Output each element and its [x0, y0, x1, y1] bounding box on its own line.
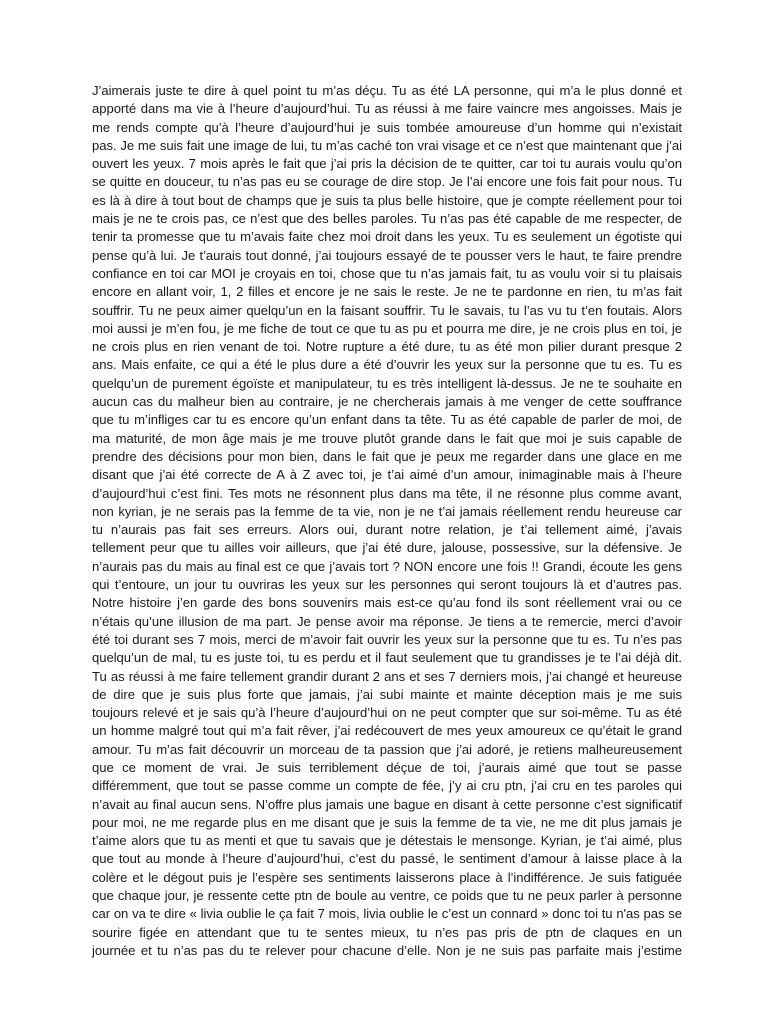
- text-line: d’aujourd’hui c’est fini. Tes mots ne résonnent plus dans ma tête, il ne résonne plus comme avant,: [92, 485, 682, 501]
- text-line: souffrir. Tu ne peux aimer quelqu’un en la faisant souffrir. Tu le savais, tu l’as vu tu t’en foutais. Alors: [92, 302, 682, 318]
- text-line: disant que j’ai été correcte de A à Z avec toi, je t’ai aimé d’un amour, inimaginable mais à l’heure: [92, 467, 682, 483]
- text-line: n’aurais pas du mais au final est ce que j’avais tort ? NON encore une fois !! Grandi, écoute les gens: [92, 558, 682, 574]
- text-line: amour. Tu m’as fait découvrir un morceau de ta passion que j’ai adoré, je retiens malheureusement: [92, 741, 682, 757]
- text-line: non kyrian, je ne serais pas la femme de ta vie, non je ne t’ai jamais réellement rendu heureuse car: [92, 503, 682, 519]
- text-line: que tu m’infliges car tu es encore qu’un enfant dans ta tête. Tu as été capable de parler de moi, de: [92, 412, 682, 428]
- text-line: apporté dans ma vie à l’heure d’aujourd’hui. Tu as réussi à me faire vaincre mes angoisses. Mais je: [92, 101, 682, 117]
- text-line: que ce moment de vrai. Je suis terriblement déçue de toi, j’aurais aimé que tout se passe: [92, 759, 682, 775]
- text-line: me rends compte qu’à l’heure d’aujourd’hui je suis tombée amoureuse d’un homme qui n’existait: [92, 119, 682, 135]
- text-line: journée et tu n’as pas du te relever pour chacune d’elle. Non je ne suis pas parfaite mais j’estime: [92, 942, 682, 958]
- text-line: qui t’entoure, un jour tu ouvriras les yeux sur les personnes qui seront toujours là et d’autres pas.: [92, 577, 682, 593]
- text-line: tenir ta promesse que tu m’avais faite chez moi droit dans les yeux. Tu es seulement un égotiste qui: [92, 229, 682, 245]
- text-line: tellement peur que tu ailles voir ailleurs, que j’ai été dure, jalouse, possessive, sur la défensive. Je: [92, 540, 682, 556]
- text-line: différemment, que tout se passe comme un compte de fée, j’y ai cru ptn, j’ai cru en tes paroles qui: [92, 778, 682, 794]
- text-line: es là à dire à tout bout de champs que je suis ta plus belle histoire, que je compte réellement pour toi: [92, 192, 682, 208]
- text-line: car on va te dire « livia oublie le ça fait 7 mois, livia oublie le c’est un connard » donc toi tu n'as pas se: [92, 906, 682, 922]
- text-line: de dire que je suis plus forte que jamais, j’ai subi mainte et mainte déception mais je me suis: [92, 686, 682, 702]
- text-line: quelqu’un de mal, tu es juste toi, tu es perdu et il faut seulement que tu grandisses je te l’ai déjà dit.: [92, 650, 682, 666]
- text-line: ouvert les yeux. 7 mois après le fait que j’ai pris la décision de te quitter, car toi tu aurais voulu qu’on: [92, 156, 682, 172]
- text-line: moi aussi je m’en fou, je me fiche de tout ce que tu as pu et pourra me dire, je ne crois plus en toi, je: [92, 320, 682, 336]
- text-line: toujours relevé et je sais qu’à l’heure d’aujourd’hui on ne peut compter que sur soi-même. Tu as été: [92, 705, 682, 721]
- text-line: n’étais qu’une illusion de ma part. Je pense avoir ma réponse. Je tiens a te remercie, merci d’avoir: [92, 613, 682, 629]
- text-line: ne crois plus en rien venant de toi. Notre rupture a été dure, tu as été mon pilier durant presque 2: [92, 339, 682, 355]
- text-line: Notre histoire j’en garde des bons souvenirs mais est-ce qu’au fond ils sont réellement vrai ou ce: [92, 595, 682, 611]
- text-line: que chaque jour, je ressente cette ptn de boule au ventre, ce poids que tu ne peux parler à personne: [92, 888, 682, 904]
- text-line: se quitte en douceur, tu n’as pas eu se courage de dire stop. Je l’ai encore une fois fait pour nous. Tu: [92, 174, 682, 190]
- text-line: un homme malgré tout qui m’a fait rêver, j’ai redécouvert de mes yeux amoureux ce qu’était le grand: [92, 723, 682, 739]
- text-line: aucun cas du malheur bien au contraire, je ne chercherais jamais à me venger de cette souffrance: [92, 394, 682, 410]
- document-page: [92, 82, 682, 960]
- text-line: encore en allant voir, 1, 2 filles et encore je ne sais le reste. Je ne te pardonne en rien, tu m’as fait: [92, 284, 682, 300]
- text-line: Tu as réussi à me faire tellement grandir durant 2 ans et ses 7 derniers mois, j’ai changé et heureuse: [92, 668, 682, 684]
- text-line: pas. Je me suis fait une image de lui, tu m’as caché ton vrai visage et ce n’est que maintenant que j’ai: [92, 137, 682, 153]
- text-line: n’avait au final aucun sens. N’offre plus jamais une bague en disant à cette personne c’est significatif: [92, 796, 682, 812]
- text-line: colère et le dégout puis je l’espère ses sentiments laisserons place à l’indifférence. Je suis fatiguée: [92, 869, 682, 885]
- text-line: ans. Mais enfaite, ce qui a été le plus dure a été d’ouvrir les yeux sur la personne que tu es. Tu es: [92, 357, 682, 373]
- text-line: pense qu’à lui. Je t’aurais tout donné, j’ai toujours essayé de te pousser vers le haut, te faire prendre: [92, 247, 682, 263]
- text-line: mais je ne te crois pas, ce n’est que des belles paroles. Tu n’as pas été capable de me respecter, de: [92, 211, 682, 227]
- text-line: confiance en toi car MOI je croyais en toi, chose que tu n’as jamais fait, tu as voulu voir si tu plaisais: [92, 265, 682, 281]
- text-line: t’aime alors que tu as menti et que tu savais que je détestais le mensonge. Kyrian, je t’ai aimé, plus: [92, 833, 682, 849]
- text-line: prendre des décisions pour mon bien, dans le fait que je peux me regarder dans une glace en me: [92, 448, 682, 464]
- text-line: pour moi, ne me regarde plus en me disant que je suis la femme de ta vie, ne me dit plus jamais je: [92, 814, 682, 830]
- text-line: tu n’aurais pas fait ses erreurs. Alors oui, durant notre relation, je t’ai tellement aimé, j’avais: [92, 522, 682, 538]
- text-line: été toi durant ses 7 mois, merci de m’avoir fait ouvrir les yeux sur la personne que tu es. Tu n’es pas: [92, 631, 682, 647]
- text-line: quelqu’un de purement égoïste et manipulateur, tu es très intelligent là-dessus. Je ne te souhaite en: [92, 375, 682, 391]
- text-line: ma maturité, de mon âge mais je me trouve plutôt grande dans le fait que moi je suis capable de: [92, 430, 682, 446]
- text-line: sourire figée en attendant que tu te sentes mieux, tu n’es pas pris de ptn de claques en un: [92, 924, 682, 940]
- text-line: J’aimerais juste te dire à quel point tu m’as déçu. Tu as été LA personne, qui m’a le plus donné et: [92, 83, 682, 98]
- text-line: que tout au monde à l’heure d’aujourd’hui, c’est du passé, le sentiment d’amour à laisse place à la: [92, 851, 682, 867]
